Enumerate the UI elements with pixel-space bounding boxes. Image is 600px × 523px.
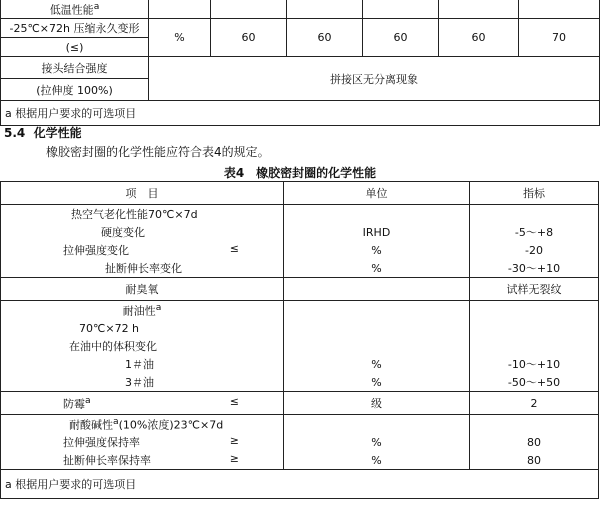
acid-value: 80	[470, 451, 599, 470]
low-temp-name-cell	[1, 0, 149, 19]
oil-desc: 在油中的体积变化	[1, 337, 284, 355]
ozone-value: 试样无裂纹	[470, 278, 599, 301]
table-3-footnote: a 根据用户要求的可选项目	[1, 101, 600, 126]
table-row	[1, 470, 599, 499]
table-4	[0, 181, 599, 499]
acid-unit: %	[284, 433, 470, 451]
table-row	[1, 301, 599, 320]
oil-label: 1＃油	[1, 355, 284, 373]
heat-aging-value: -30～+10	[470, 259, 599, 278]
oil-cond: 70℃×72 h	[1, 319, 284, 337]
oil-unit: %	[284, 373, 470, 392]
section-text: 橡胶密封圈的化学性能应符合表4的规定。	[46, 145, 270, 159]
table-row	[1, 373, 599, 392]
mildew-label: 防霉	[63, 397, 85, 411]
mildew-value: 2	[470, 392, 599, 415]
table-row	[1, 392, 599, 415]
heat-aging-cmp: ≤	[229, 242, 239, 255]
oil-value: -50～+50	[470, 373, 599, 392]
mildew-unit: 级	[284, 392, 470, 415]
acid-title-cell	[1, 415, 284, 434]
acid-title: 耐酸碱性	[69, 418, 113, 432]
acid-label: 扯断伸长率保持率	[63, 454, 151, 467]
mildew-cmp: ≤	[229, 394, 239, 408]
table-row	[1, 319, 599, 337]
acid-mark: a	[113, 415, 119, 427]
oil-unit: %	[284, 355, 470, 373]
table-3-continued	[0, 0, 600, 126]
oil-title-cell	[1, 301, 284, 320]
low-temp-value: 60	[211, 19, 287, 57]
heat-aging-unit: IRHD	[284, 223, 470, 241]
table-row	[1, 19, 600, 38]
low-temp-unit: %	[149, 19, 211, 57]
section-title: 化学性能	[33, 126, 82, 140]
table-4-footnote: a 根据用户要求的可选项目	[1, 470, 599, 499]
section-heading	[4, 124, 82, 141]
acid-cmp: ≥	[229, 434, 239, 447]
table-row	[1, 433, 599, 451]
acid-label: 拉伸强度保持率	[63, 436, 140, 449]
heat-aging-label: 扯断伸长率变化	[1, 259, 284, 278]
header-index: 指标	[470, 182, 599, 205]
header-unit: 单位	[284, 182, 470, 205]
acid-value: 80	[470, 433, 599, 451]
table-row	[1, 415, 599, 434]
low-temp-name: 低温性能	[49, 3, 94, 17]
table-header-row	[1, 182, 599, 205]
heat-aging-value: -20	[470, 241, 599, 259]
low-temp-value: 60	[287, 19, 363, 57]
low-temp-value: 60	[439, 19, 519, 57]
table-row	[1, 223, 599, 241]
table-row	[1, 355, 599, 373]
oil-value: -10～+10	[470, 355, 599, 373]
oil-title: 耐油性	[122, 304, 156, 318]
oil-label: 3＃油	[1, 373, 284, 392]
table-row	[1, 101, 600, 126]
acid-title-tail: (10%浓度)23℃×7d	[118, 418, 224, 432]
table-row	[1, 337, 599, 355]
joint-cond: (拉伸度 100%)	[1, 79, 149, 101]
table-row	[1, 259, 599, 278]
table-row	[1, 0, 600, 19]
low-temp-value: 70	[519, 19, 600, 57]
heat-aging-title: 热空气老化性能70℃×7d	[1, 205, 284, 224]
joint-name: 接头结合强度	[1, 57, 149, 79]
heat-aging-label: 拉伸强度变化	[63, 244, 129, 257]
table-row	[1, 451, 599, 470]
section-number: 5.4	[4, 126, 26, 140]
header-item: 项 目	[1, 182, 284, 205]
table-row	[1, 205, 599, 224]
low-temp-cmp: (≤)	[1, 38, 149, 57]
low-temp-mark: a	[93, 0, 100, 12]
joint-result: 拼接区无分离现象	[149, 57, 600, 101]
acid-cmp: ≥	[229, 452, 239, 465]
table-row	[1, 278, 599, 301]
heat-aging-unit: %	[284, 259, 470, 278]
heat-aging-label: 硬度变化	[1, 223, 284, 241]
table-4-caption: 表4 橡胶密封圈的化学性能	[223, 166, 377, 180]
low-temp-value: 60	[363, 19, 439, 57]
heat-aging-value: -5～+8	[470, 223, 599, 241]
oil-mark: a	[155, 301, 162, 313]
heat-aging-unit: %	[284, 241, 470, 259]
table-row	[1, 57, 600, 79]
table-row	[1, 241, 599, 259]
low-temp-condition: -25℃×72h 压缩永久变形	[1, 19, 149, 38]
ozone-label: 耐臭氧	[1, 278, 284, 301]
mildew-mark: a	[85, 394, 91, 406]
acid-unit: %	[284, 451, 470, 470]
